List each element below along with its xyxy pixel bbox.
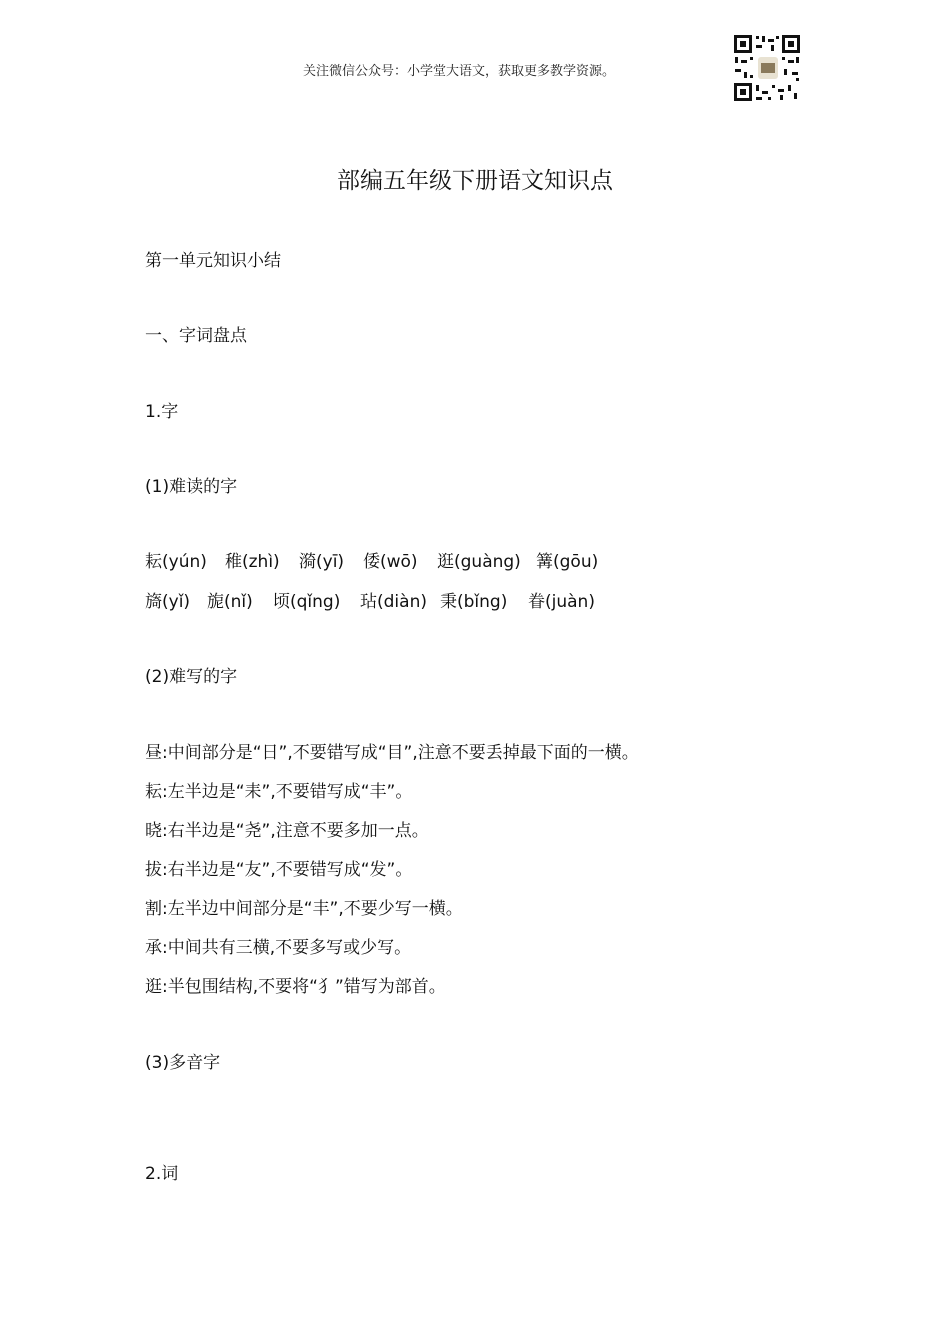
page-title: 部编五年级下册语文知识点 — [337, 168, 613, 194]
pinyin-item: 顷(qǐng) — [273, 592, 341, 612]
hard-write-heading: (2)难写的字 — [145, 667, 238, 687]
pinyin-item: 漪(yī) — [299, 552, 345, 572]
section-heading-1: 一、字词盘点 — [145, 326, 247, 346]
subsection-heading-characters: 1.字 — [145, 402, 179, 422]
header-note: 关注微信公众号：小学堂大语文，获取更多教学资源。 — [303, 64, 616, 79]
pinyin-item: 旎(nǐ) — [207, 592, 253, 612]
subsection-heading-words: 2.词 — [145, 1164, 179, 1184]
hard-write-item: 割:左半边中间部分是“丰”,不要少写一横。 — [145, 899, 463, 919]
hard-write-item: 承:中间共有三横,不要多写或少写。 — [145, 938, 412, 958]
hard-write-item: 晓:右半边是“尧”,注意不要多加一点。 — [145, 821, 429, 841]
pinyin-item: 稚(zhì) — [225, 552, 280, 572]
hard-read-heading: (1)难读的字 — [145, 477, 238, 497]
hard-write-item: 逛:半包围结构,不要将“犭”错写为部首。 — [145, 977, 446, 997]
pinyin-item: 耘(yún) — [145, 552, 207, 572]
polyphone-heading: (3)多音字 — [145, 1053, 221, 1073]
hard-write-item: 昼:中间部分是“日”,不要错写成“目”,注意不要丢掉最下面的一横。 — [145, 743, 639, 763]
hard-write-item: 耘:左半边是“耒”,不要错写成“丰”。 — [145, 782, 413, 802]
pinyin-item: 玷(diàn) — [360, 592, 427, 612]
pinyin-item: 倭(wō) — [363, 552, 418, 572]
pinyin-item: 逛(guàng) — [437, 552, 521, 572]
pinyin-item: 眷(juàn) — [528, 592, 595, 612]
hard-write-item: 拔:右半边是“友”,不要错写成“发”。 — [145, 860, 413, 880]
pinyin-item: 秉(bǐng) — [440, 592, 508, 612]
pinyin-item: 旖(yǐ) — [145, 592, 191, 612]
qr-code-image — [732, 33, 802, 103]
pinyin-item: 篝(gōu) — [536, 552, 599, 572]
unit-heading: 第一单元知识小结 — [145, 251, 281, 271]
